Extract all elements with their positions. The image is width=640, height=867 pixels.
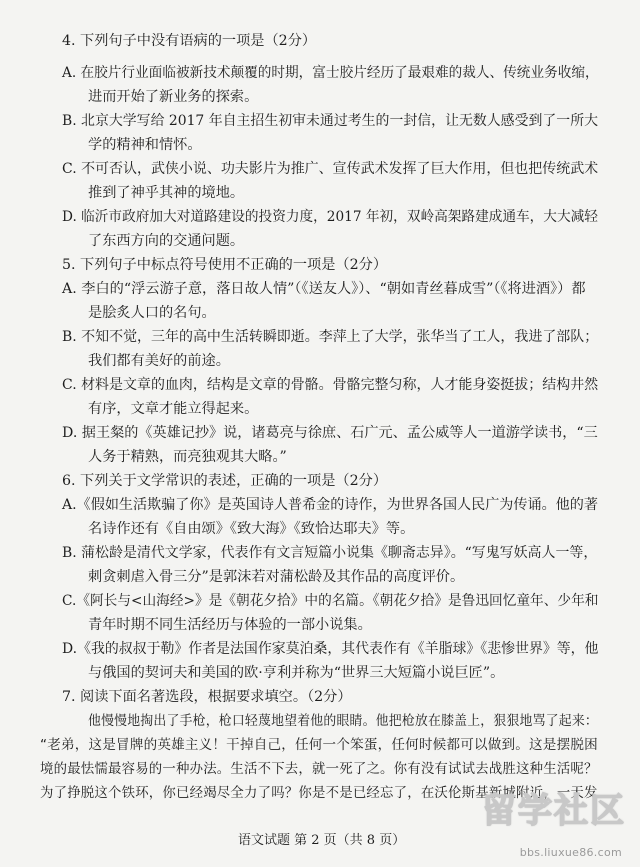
q5-option-a-line1: A. 李白的“浮云游子意，落日故人情”（《送友人》）、“朝如青丝暮成雪”（《将进酒》）都 <box>62 281 586 297</box>
q6-option-b-line2: 刺贪刺虐入骨三分”是郭沫若对蒲松龄及其作品的高度评价。 <box>88 569 465 585</box>
q7-passage-line1: 他慢慢地掏出了手枪，枪口轻蔑地望着他的眼睛。他把枪放在膝盖上，狠狠地骂了起来： <box>88 713 598 729</box>
q4-option-b-line1: B. 北京大学写给 2017 年自主招生初审未通过考生的一封信，让无数人感受到了一所大 <box>62 113 599 129</box>
watermark-url: bbs.liuxue86.com <box>519 846 622 859</box>
q7-passage-line2: “老弟，这是冒牌的英雄主义！干掉自己，任何一个笨蛋，任何时候都可以做到。这是摆脱困 <box>40 737 598 753</box>
q6-option-a-line2: 名诗作还有《自由颂》《致大海》《致恰达耶夫》等。 <box>88 521 415 537</box>
q5-option-d-line2: 人务于精熟，而亮独观其大略。” <box>88 449 287 465</box>
q4-option-b-line2: 学的精神和情怀。 <box>88 137 202 153</box>
q4-option-d-line1: D. 临沂市政府加大对道路建设的投资力度，2017 年初，双岭高架路建成通车，大大减轻 <box>62 209 598 225</box>
q7-passage-line3: 境的最怯懦最容易的一种办法。生活不下去，就一死了之。你有没有试试去战胜这种生活呢？ <box>40 761 598 777</box>
q5-option-d-line1: D. 据王粲的《英雄记抄》说，诸葛亮与徐庶、石广元、孟公威等人一道游学读书，“三 <box>62 425 598 441</box>
question-7-stem: 7. 阅读下面名著选段，根据要求填空。（2分） <box>62 689 352 705</box>
q6-option-c-line2: 青年时期不同生活经历与体验的一部小说集。 <box>88 617 372 633</box>
page-footer: 语文试题 第 2 页（共 8 页） <box>238 833 406 848</box>
q5-option-b-line2: 我们都有美好的前途。 <box>88 353 230 369</box>
q4-option-a-line1: A. 在胶片行业面临被新技术颠覆的时期，富士胶片经历了最艰难的裁人、传统业务收缩， <box>62 65 599 81</box>
q6-option-c-line1: C.《阿长与<山海经>》是《朝花夕拾》中的名篇。《朝花夕拾》是鲁迅回忆童年、少年和 <box>62 593 599 609</box>
q5-option-c-line1: C. 材料是文章的血肉，结构是文章的骨骼。骨骼完整匀称，人才能身姿挺拔；结构井然 <box>62 377 599 393</box>
q6-option-d-line2: 与俄国的契诃夫和美国的欧·亨利并称为“世界三大短篇小说巨匠”。 <box>88 665 505 681</box>
q5-option-a-line2: 是脍炙人口的名句。 <box>88 305 216 321</box>
q4-option-c-line2: 推到了神乎其神的境地。 <box>88 185 245 201</box>
question-4-stem: 4. 下列句子中没有语病的一项是（2分） <box>62 33 317 49</box>
q6-option-d-line1: D.《我的叔叔于勒》作者是法国作家莫泊桑，其代表作有《羊脂球》《悲惨世界》等，他 <box>62 641 599 657</box>
q4-option-a-line2: 进而开始了新业务的探索。 <box>88 89 259 105</box>
q6-option-a-line1: A.《假如生活欺骗了你》是英国诗人普希金的诗作，为世界各国人民广为传诵。他的著 <box>62 497 598 513</box>
watermark-text: 留学社区 <box>482 791 626 831</box>
watermark-logo <box>466 789 626 861</box>
q6-option-b-line1: B. 蒲松龄是清代文学家，代表作有文言短篇小说集《聊斋志异》。“写鬼写妖高人一等， <box>62 545 598 561</box>
q4-option-c-line1: C. 不可否认，武侠小说、功夫影片为推广、宣传武术发挥了巨大作用，但也把传统武术 <box>62 161 599 177</box>
q7-passage-line4: 为了挣脱这个铁环，你已经竭尽全力了吗？你是不是已经忘了，在沃伦斯基新城附近，一天发 <box>40 785 598 801</box>
question-5-stem: 5. 下列句子中标点符号使用不正确的一项是（2分） <box>62 257 388 273</box>
q5-option-c-line2: 有序，文章才能立得起来。 <box>88 401 259 417</box>
q5-option-b-line1: B. 不知不觉，三年的高中生活转瞬即逝。李萍上了大学，张华当了工人，我进了部队； <box>62 329 599 345</box>
question-6-stem: 6. 下列关于文学常识的表述，正确的一项是（2分） <box>62 473 388 489</box>
q4-option-d-line2: 了东西方向的交通问题。 <box>88 233 245 249</box>
